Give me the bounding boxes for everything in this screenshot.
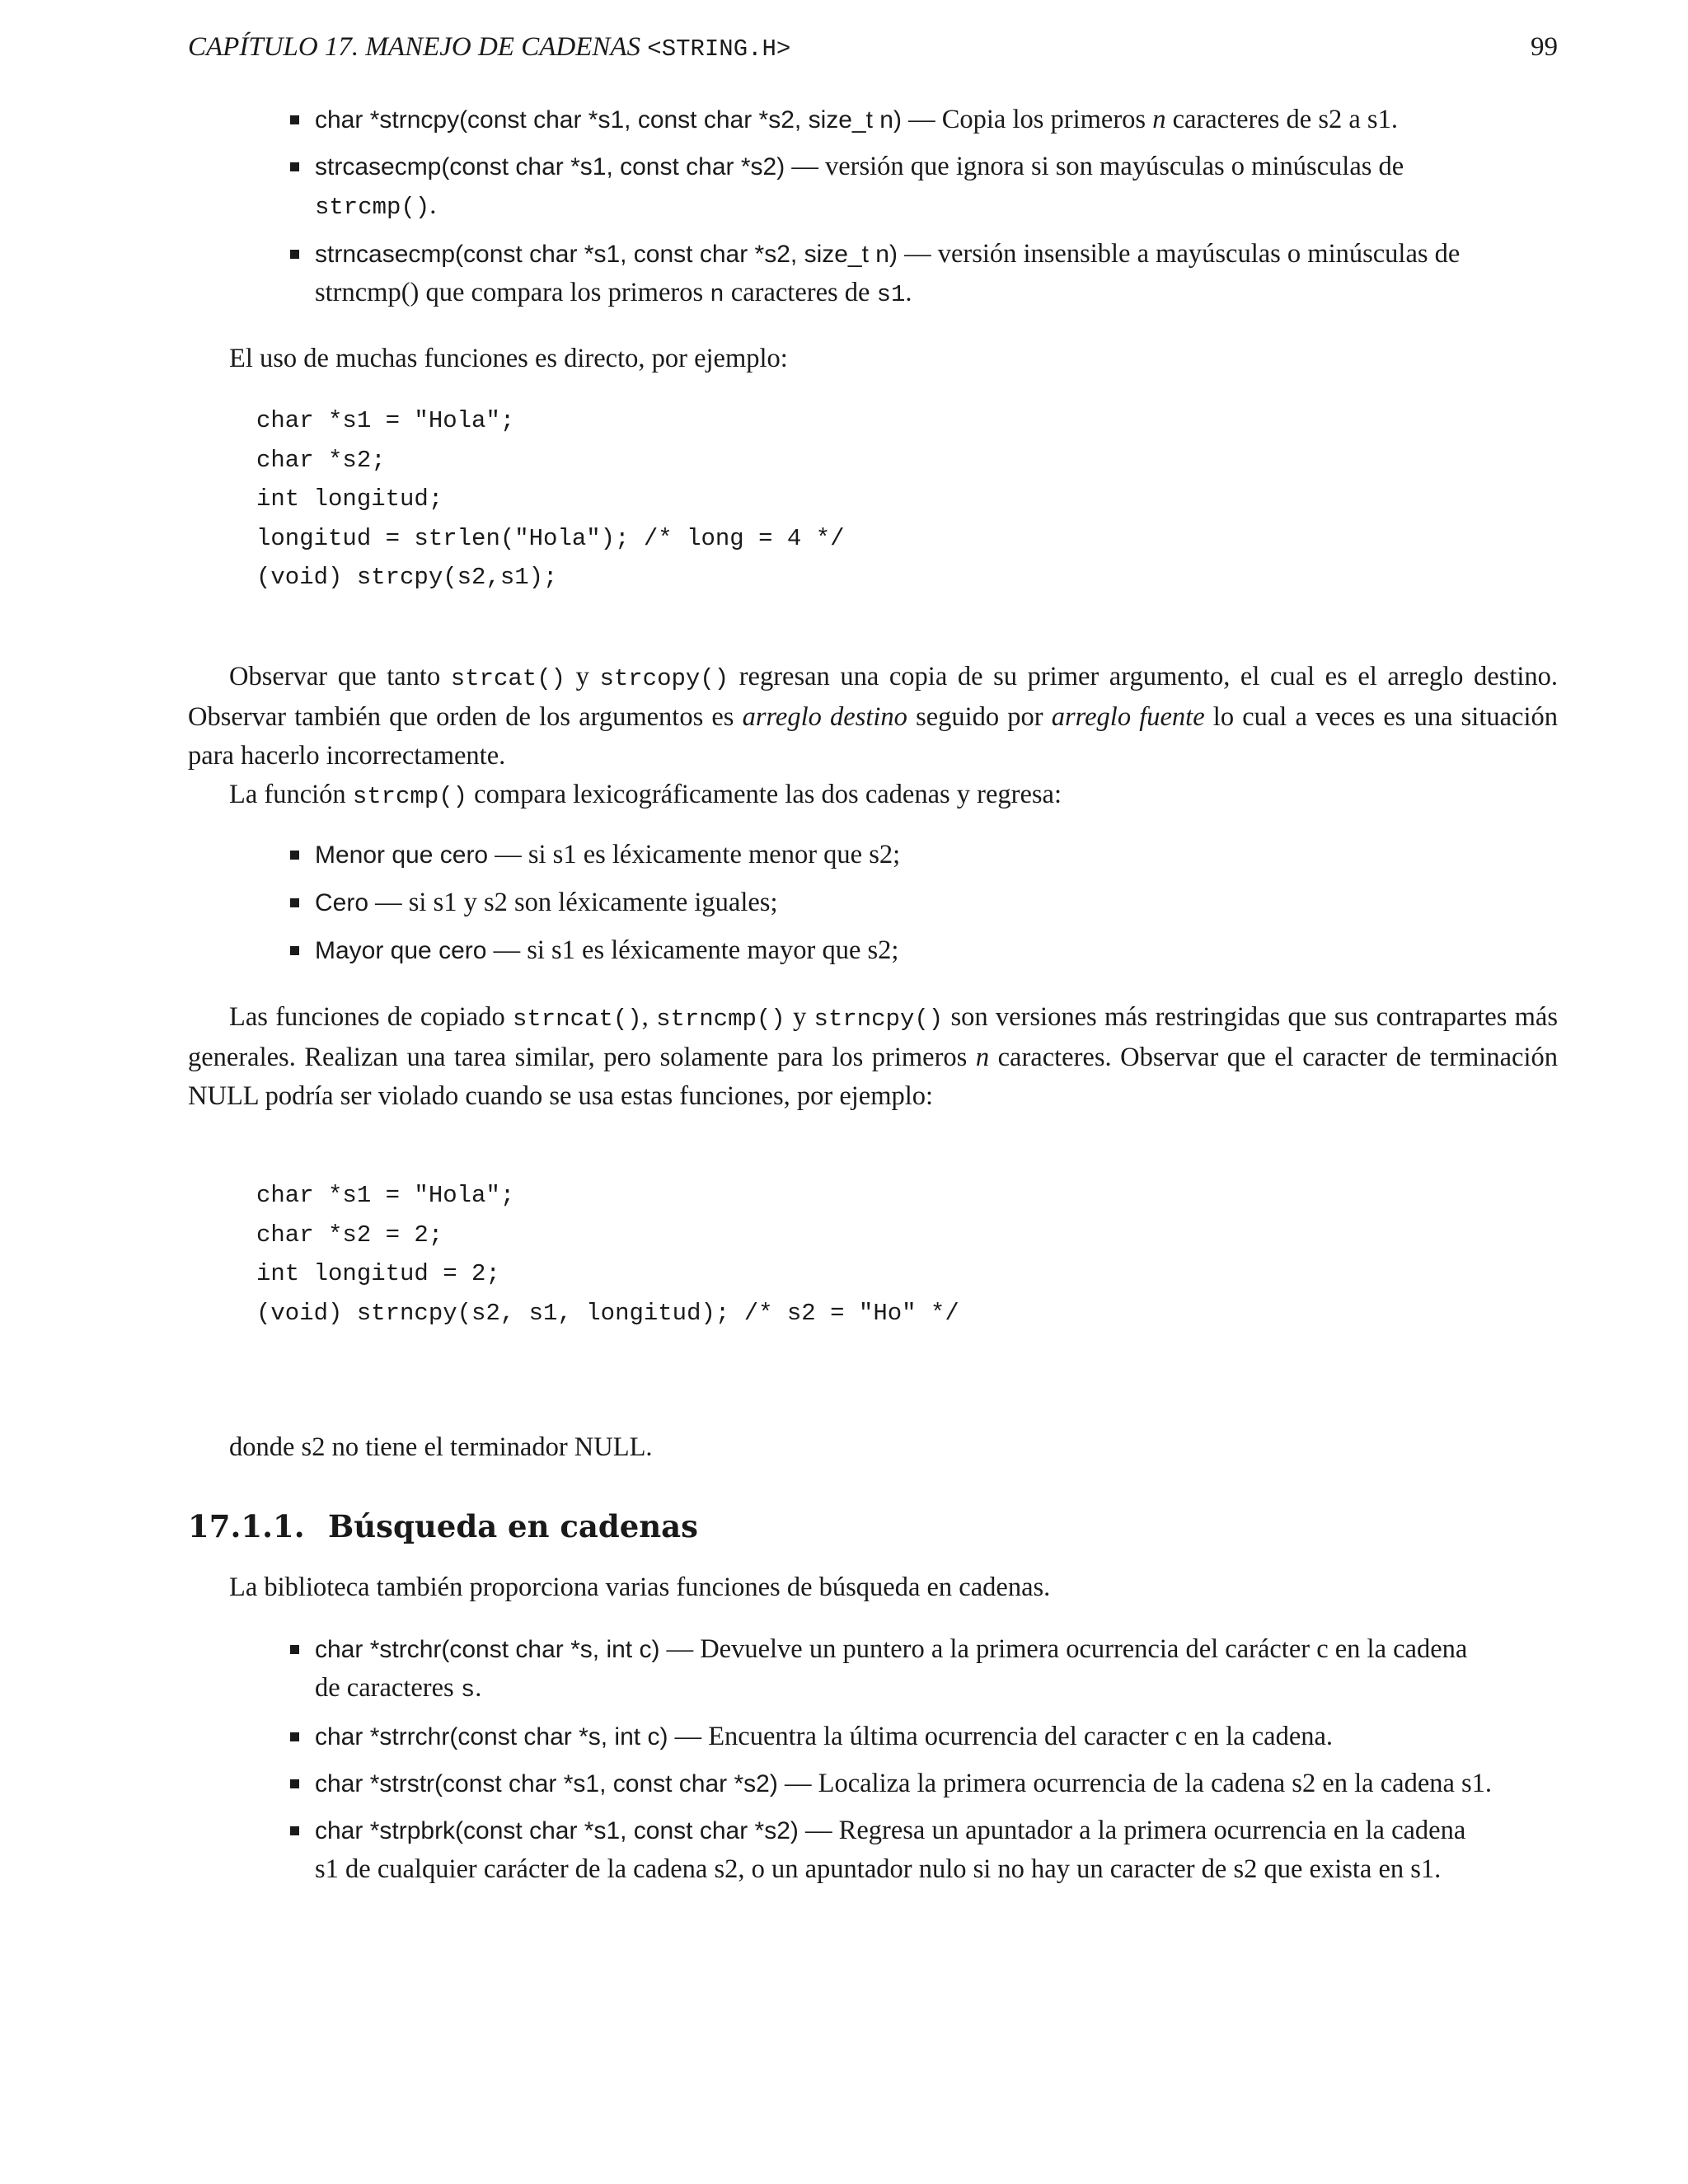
inline-code: s1 (876, 281, 906, 308)
search-function-list (188, 1630, 1558, 1889)
result-label: Cero (315, 889, 369, 916)
inline-code: strcopy() (599, 665, 729, 692)
inline-code: strncpy() (814, 1005, 944, 1033)
paragraph-biblioteca (188, 1568, 1558, 1607)
description: si s1 es léxicamente mayor que s2; (527, 935, 899, 965)
code-line: int longitud = 2; (256, 1260, 500, 1287)
chapter-title-mono: <STRING.H> (647, 35, 791, 63)
emphasis: arreglo fuente (1051, 702, 1205, 732)
inline-code: strcat() (450, 665, 566, 692)
code-line: char *s2 = 2; (256, 1221, 443, 1249)
code-line: char *s1 = "Hola"; (256, 407, 515, 434)
bullet-icon (290, 851, 299, 860)
function-signature: strncasecmp(const char *s1, const char *s2, size_t n) (315, 241, 898, 268)
chapter-title: CAPÍTULO 17. MANEJO DE CADENAS (188, 32, 648, 62)
code-line: char *s1 = "Hola"; (256, 1182, 515, 1209)
paragraph-text: Observar que tanto strcat() y strcopy() regresan una copia de su primer argumento, el cual es el arreglo destino. Observar también que orden de los argumentos es arreglo destino seguido por arreglo fuente lo cual a veces es una situación para hacerlo incorrectamente. (188, 662, 1558, 771)
code-block-2 (188, 1176, 1558, 1333)
bullet-icon (290, 946, 299, 955)
list-item: char *strrchr(const char *s, int c) — Encuentra la última ocurrencia del caracter c en la cadena. (188, 1718, 1558, 1756)
description: versión que ignora si son mayúsculas o minúsculas de (824, 152, 1404, 181)
description: . (905, 278, 912, 307)
inline-code: strcmp() (352, 783, 468, 810)
paragraph-text: El uso de muchas funciones es directo, por ejemplo: (229, 344, 788, 373)
code-block-1 (188, 401, 1558, 598)
paragraph-copiado (188, 998, 1558, 1116)
description: Devuelve un puntero a la primera ocurrencia del carácter c en la cadena de caracteres (315, 1634, 1468, 1703)
inline-code: strncat() (513, 1005, 642, 1033)
bullet-icon (290, 1645, 299, 1654)
italic-var: n (975, 1043, 990, 1072)
code-line: longitud = strlen("Hola"); /* long = 4 */ (256, 524, 845, 552)
description: . (429, 190, 437, 220)
paragraph-uso (188, 340, 1558, 378)
section-number: 17.1.1. (188, 1508, 305, 1544)
list-item: char *strstr(const char *s1, const char *s2) — Localiza la primera ocurrencia de la cadena s2 en la cadena s1. (188, 1765, 1558, 1803)
description: Regresa un apuntador a la primera ocurrencia en la cadena s1 de cualquier carácter de la cadena s2, o un apuntador nulo si no hay un caracter de s2 que exista en s1. (315, 1816, 1466, 1884)
section-heading (188, 1508, 1558, 1544)
description: Encuentra la última ocurrencia del caracter c en la cadena. (708, 1722, 1334, 1751)
paragraph-text: La biblioteca también proporciona varias funciones de búsqueda en cadenas. (229, 1572, 1051, 1602)
paragraph-text: donde s2 no tiene el terminador NULL. (229, 1432, 653, 1462)
function-signature: strcasecmp(const char *s1, const char *s2) (315, 153, 785, 180)
code-line: (void) strcpy(s2,s1); (256, 564, 558, 591)
list-item (188, 148, 1558, 227)
inline-code: strcmp() (315, 194, 430, 221)
emphasis: arreglo destino (742, 702, 907, 732)
italic-var: n (1152, 105, 1166, 134)
function-signature: char *strpbrk(const char *s1, const char *s2) (315, 1817, 799, 1844)
function-signature: char *strstr(const char *s1, const char *s2) (315, 1770, 778, 1797)
description: caracteres de (724, 278, 877, 307)
description: si s1 y s2 son léxicamente iguales; (408, 888, 778, 917)
list-item: Cero — si s1 y s2 son léxicamente iguales; (188, 883, 1558, 922)
comparison-result-list (188, 836, 1558, 970)
bullet-icon (290, 162, 299, 171)
list-item: Menor que cero — si s1 es léxicamente menor que s2; (188, 836, 1558, 874)
separator: — (785, 152, 825, 181)
list-item (188, 235, 1558, 314)
list-item: char *strpbrk(const char *s1, const char *s2) — Regresa un apuntador a la primera ocurrencia en la cadena s1 de cualquier carácter de la cadena s2, o un apuntador nulo si no hay un caracter de s2 que exista en s1. (188, 1811, 1558, 1889)
inline-code: n (710, 281, 724, 308)
bullet-icon (290, 1826, 299, 1835)
list-item: char *strchr(const char *s, int c) — Devuelve un puntero a la primera ocurrencia del carácter c en la cadena de caracteres s. (188, 1630, 1558, 1709)
result-label: Mayor que cero (315, 937, 487, 964)
paragraph-text: Las funciones de copiado strncat(), strncmp() y strncpy() son versiones más restringidas que sus contrapartes más generales. Realizan una tarea similar, pero solamente para los primeros n caracteres. Observar que el caracter de terminación NULL podría ser violado cuando se usa estas funciones, por ejemplo: (188, 1002, 1559, 1111)
running-header (188, 28, 1558, 64)
separator: — (901, 105, 942, 134)
separator: — (897, 239, 938, 269)
code-line: char *s2; (256, 446, 386, 474)
bullet-icon (290, 1779, 299, 1788)
description: versión insensible a mayúsculas o minúsculas de strncmp() que compara los primeros (315, 239, 1461, 307)
function-signature: char *strrchr(const char *s, int c) (315, 1723, 668, 1750)
inline-code: strncmp() (656, 1005, 785, 1033)
inline-code: s (460, 1676, 476, 1704)
paragraph-donde (188, 1428, 1558, 1467)
section-title: Búsqueda en cadenas (328, 1508, 698, 1544)
description: Copia los primeros (941, 105, 1153, 134)
function-list-1 (188, 101, 1558, 314)
paragraph-text: La función strcmp() compara lexicográficamente las dos cadenas y regresa: (229, 780, 1062, 810)
function-signature: char *strchr(const char *s, int c) (315, 1636, 660, 1663)
description: caracteres de s2 a s1. (1165, 105, 1398, 134)
bullet-icon (290, 250, 299, 259)
function-signature: char *strncpy(const char *s1, const char *s2, size_t n) (315, 106, 902, 134)
description: si s1 es léxicamente menor que s2; (528, 840, 901, 869)
bullet-icon (290, 898, 299, 907)
bullet-icon (290, 1732, 299, 1741)
code-line: int longitud; (256, 485, 443, 513)
code-line: (void) strncpy(s2, s1, longitud); /* s2 = "Ho" */ (256, 1299, 959, 1327)
bullet-icon (290, 115, 299, 124)
list-item: Mayor que cero — si s1 es léxicamente mayor que s2; (188, 931, 1558, 970)
list-item (188, 101, 1558, 139)
paragraph-observar (188, 658, 1558, 816)
result-label: Menor que cero (315, 841, 489, 869)
page-number: 99 (1531, 32, 1558, 62)
description: Localiza la primera ocurrencia de la cadena s2 en la cadena s1. (818, 1769, 1493, 1798)
